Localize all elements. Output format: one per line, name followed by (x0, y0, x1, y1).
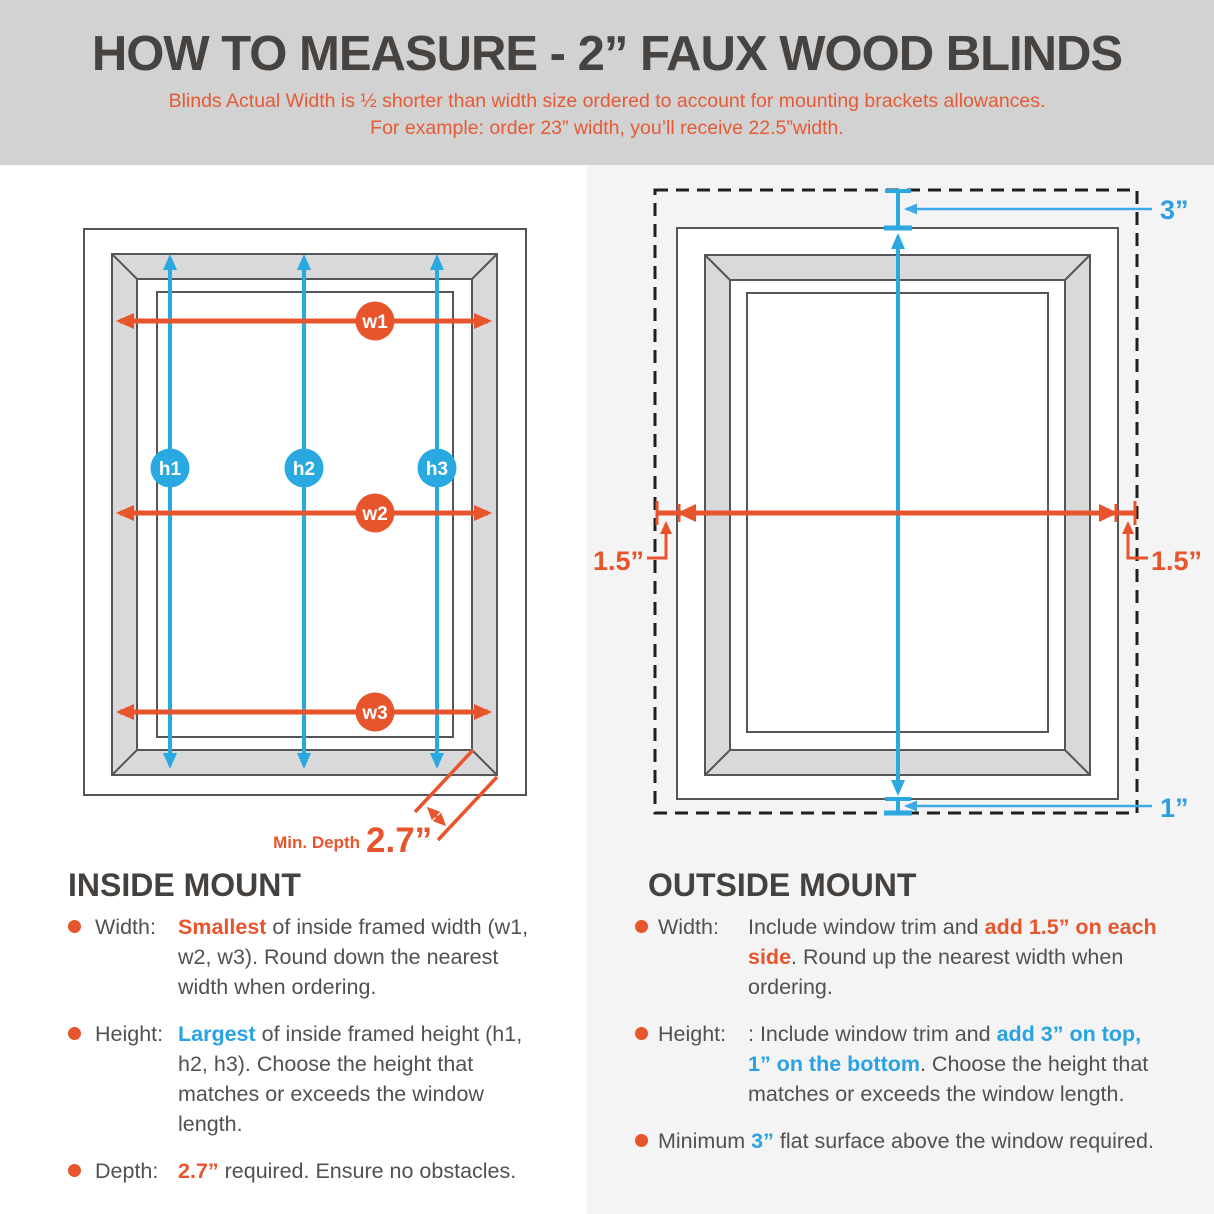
subtitle-line-1: Blinds Actual Width is ½ shorter than width size ordered to account for mounting brackets allowances. (168, 90, 1046, 112)
bullet-label: Height: (95, 1022, 164, 1046)
header-banner (0, 0, 1214, 165)
outside-height-bullet (635, 1019, 1210, 1109)
bullet-label: Width: (658, 915, 719, 939)
h2-badge-label: h2 (292, 459, 316, 480)
bullet-emphasis: Smallest (178, 915, 267, 939)
bullet-dot (635, 1134, 648, 1147)
w1-badge-label: w1 (362, 312, 388, 333)
bullet-dot (635, 920, 648, 933)
bullet-emphasis: add 1.5” on each side (748, 915, 1157, 969)
bottom-gap-value: 1” (1160, 793, 1189, 823)
bullet-rest: . Choose the height that matches or exceeds the window length. (748, 1052, 1149, 1106)
w3-badge-label: w3 (362, 703, 388, 724)
h3-badge-label: h3 (425, 459, 449, 480)
h1-badge-label: h1 (158, 459, 182, 480)
outside-mount-instructions (635, 866, 1210, 1173)
bullet-rest: of inside framed width (w1, w2, w3). Round down the nearest width when ordering. (178, 915, 529, 999)
bullet-text (658, 1126, 1210, 1156)
bullet-emphasis: 2.7” (178, 1159, 219, 1183)
subtitle-line-2: For example: order 23” width, you’ll receive 22.5”width. (370, 117, 844, 139)
bullet-text (178, 1019, 530, 1139)
top-gap-value: 3” (1160, 195, 1189, 225)
w2-badge-label: w2 (362, 504, 388, 525)
bullet-dot (68, 1164, 81, 1177)
inside-mount-heading: INSIDE MOUNT (68, 867, 301, 903)
outside-mount-diagram (593, 190, 1202, 823)
bullet-emphasis: add 3” on top, 1” on the bottom (748, 1022, 1142, 1076)
page-title: HOW TO MEASURE - 2” FAUX WOOD BLINDS (91, 27, 1123, 81)
bullet-pre: Minimum (658, 1129, 752, 1153)
outside-width-bullet (635, 912, 1210, 1002)
bullet-label: Height: (658, 1022, 727, 1046)
bullet-rest: . Round up the nearest width when ordering. (748, 945, 1124, 999)
inside-width-bullet (68, 912, 573, 1002)
measurement-diagrams (0, 165, 1214, 870)
inside-depth-bullet (68, 1156, 573, 1186)
bullet-text (748, 912, 1160, 1002)
bullet-rest: of inside framed height (h1, h2, h3). Choose the height that matches or exceeds the window length. (178, 1022, 523, 1136)
bullet-text (178, 1156, 530, 1186)
bullet-text (178, 912, 530, 1002)
bullet-dot (68, 1027, 81, 1040)
top-gap-annotation (884, 191, 1189, 228)
bullet-dot (68, 920, 81, 933)
inside-mount-instructions (68, 866, 573, 1203)
min-depth-label: Min. Depth (273, 833, 360, 852)
bullet-label: Depth: (95, 1159, 159, 1183)
bullet-text (748, 1019, 1160, 1109)
bullet-emphasis: Largest (178, 1022, 256, 1046)
bullet-pre: Include window trim and (748, 915, 985, 939)
inside-mount-diagram (84, 229, 526, 860)
bullet-label: Width: (95, 915, 156, 939)
bullet-dot (635, 1027, 648, 1040)
min-depth-value: 2.7” (366, 821, 433, 860)
inside-height-bullet (68, 1019, 573, 1139)
bullet-rest: required. Ensure no obstacles. (218, 1159, 517, 1183)
bullet-rest: flat surface above the window required. (773, 1129, 1154, 1153)
left-gap-value: 1.5” (592, 546, 644, 576)
right-gap-value: 1.5” (1151, 546, 1203, 576)
outside-mount-heading: OUTSIDE MOUNT (648, 867, 917, 903)
outside-minimum-bullet (635, 1126, 1210, 1156)
bullet-emphasis: 3” (751, 1129, 774, 1153)
bullet-pre: : Include window trim and (748, 1022, 997, 1046)
